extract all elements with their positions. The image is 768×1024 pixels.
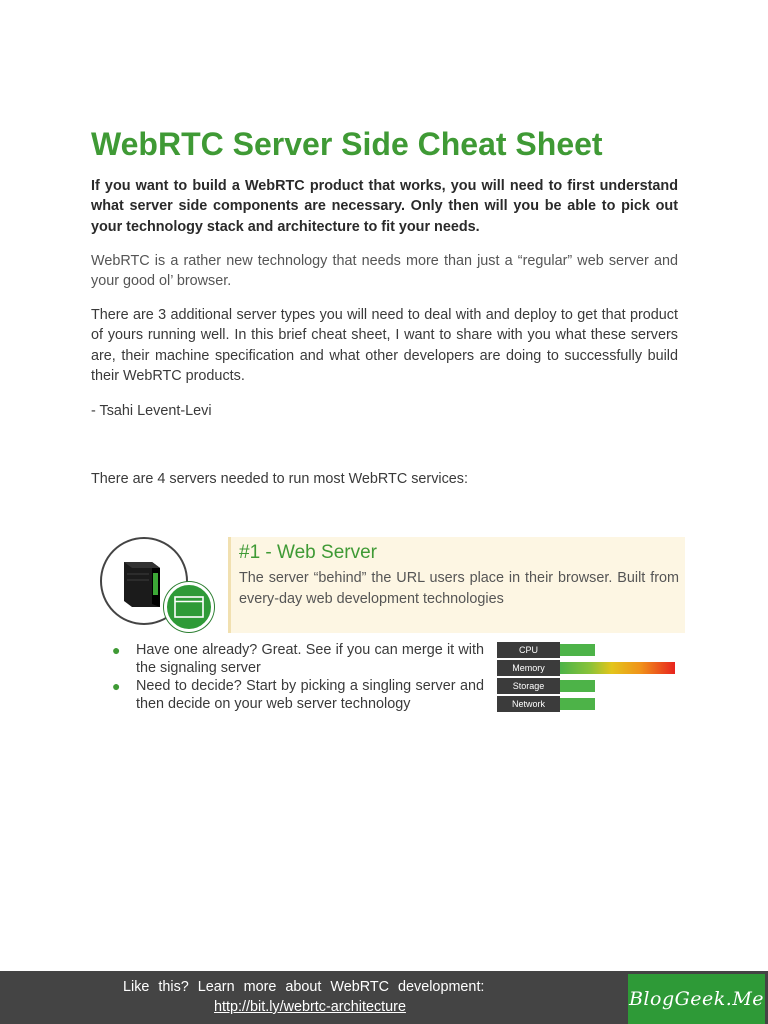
- spec-track: [560, 644, 675, 656]
- author-signature: - Tsahi Levent-Levi: [91, 403, 212, 419]
- footer-link[interactable]: http://bit.ly/webrtc-architecture: [214, 999, 406, 1015]
- spec-fill-cpu: [560, 644, 595, 656]
- browser-window-icon: [174, 596, 204, 618]
- footer: [0, 971, 768, 1024]
- spec-label: Storage: [497, 678, 560, 694]
- web-server-callout: [228, 537, 685, 633]
- spec-track: [560, 698, 675, 710]
- intro-paragraph-1: WebRTC is a rather new technology that needs more than just a “regular” web server and your good ol’ browser.: [91, 253, 678, 290]
- bloggeek-logo[interactable]: BlogGeek.Me: [628, 974, 765, 1024]
- bullet-dot-icon: ●: [112, 642, 121, 658]
- spec-fill-memory: [560, 662, 675, 674]
- footer-text: Like this? Learn more about WebRTC development:: [123, 979, 485, 995]
- bullet-item: [111, 678, 484, 713]
- intro-bold-paragraph: If you want to build a WebRTC product that works, you will need to first understand what server side components are necessary. Only then will you be able to pick out your technology stack and architecture to fit your needs.: [91, 178, 678, 235]
- callout-title: #1 - Web Server: [239, 542, 377, 563]
- callout-description: The server “behind” the URL users place in their browser. Built from every-day web development technologies: [239, 570, 679, 607]
- servers-intro: There are 4 servers needed to run most WebRTC services:: [91, 471, 468, 487]
- spec-fill-network: [560, 698, 595, 710]
- spec-bars: [497, 642, 677, 712]
- spec-row-network: [497, 696, 677, 712]
- spec-row-memory: [497, 660, 677, 676]
- spec-track: [560, 680, 675, 692]
- spec-track: [560, 662, 675, 674]
- browser-badge: [164, 582, 214, 632]
- bullet-text: Need to decide? Start by picking a singling server and then decide on your web server technology: [136, 678, 484, 712]
- spec-fill-storage: [560, 680, 595, 692]
- spec-row-storage: [497, 678, 677, 694]
- spec-label: Network: [497, 696, 560, 712]
- page-title: WebRTC Server Side Cheat Sheet: [91, 126, 603, 162]
- intro-paragraph-2: There are 3 additional server types you will need to deal with and deploy to get that product of yours running well. In this brief cheat sheet, I want to share with you what these servers are, their machine specification and what other developers are doing to successfully build their WebRTC products.: [91, 307, 678, 385]
- spec-label: Memory: [497, 660, 560, 676]
- bullet-text: Have one already? Great. See if you can merge it with the signaling server: [136, 642, 484, 676]
- spec-label: CPU: [497, 642, 560, 658]
- bullet-item: [111, 642, 484, 677]
- server-illustration: [100, 537, 214, 633]
- bullet-dot-icon: ●: [112, 678, 121, 694]
- spec-row-cpu: [497, 642, 677, 658]
- bullet-list: [111, 642, 484, 714]
- server-tower-icon: [122, 559, 166, 607]
